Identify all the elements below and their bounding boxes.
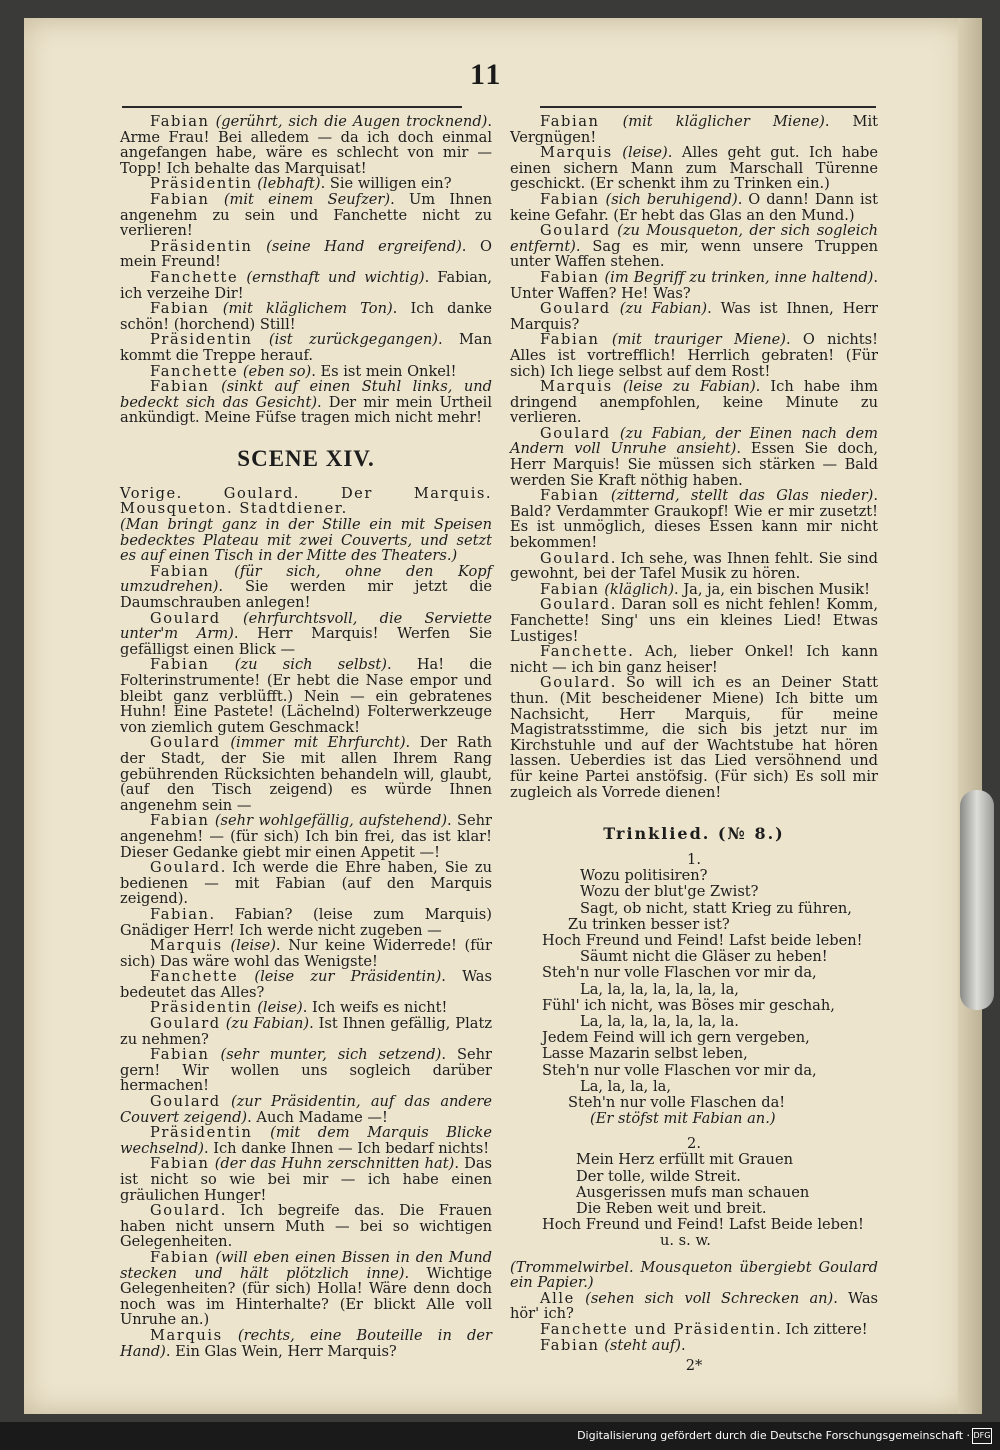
stage-direction-inline: (mit einem Seufzer)	[223, 190, 391, 208]
dialogue-text: . Bald? Verdammter Graukopf! Wie er mir zusetzt! Es ist unmöglich, dieses Essen kann mir nicht bekommen!	[510, 487, 879, 552]
verse-line: u. s. w.	[660, 1232, 711, 1250]
speaker-name: Goulard	[150, 609, 221, 627]
dialogue-text: . Was ist Ihnen, Herr Marquis?	[510, 300, 878, 333]
dialogue-paragraph	[120, 813, 492, 860]
speaker-name: Präsidentin	[150, 237, 253, 255]
verse-line: Fühl' ich nicht, was Böses mir geschah,	[542, 996, 835, 1014]
speaker-name: Präsidentin	[150, 999, 253, 1017]
dialogue-paragraph	[120, 1250, 492, 1328]
stage-direction-inline: (ernsthaft und wichtig)	[246, 268, 425, 286]
dialogue-paragraph	[120, 332, 492, 363]
stage-direction-inline: (mit trauriger Miene)	[611, 331, 786, 349]
dialogue-text: . O mein Freund!	[120, 237, 492, 271]
stage-direction-inline: (sehr munter, sich setzend)	[220, 1046, 442, 1064]
dialogue-text: . Essen Sie doch, Herr Marquis! Sie müssen sich stärken — Bald werden Sie Kraft nöthig haben.	[510, 440, 878, 489]
speaker-name: Präsidentin	[150, 175, 253, 193]
stage-direction-inline: (zitternd, stellt das Glas nieder)	[610, 487, 874, 505]
footer-credit: Digitalisierung gefördert durch die Deutsche Forschungsgemeinschaft ·	[577, 1429, 970, 1442]
speaker-name: Marquis	[540, 144, 613, 162]
speaker-name: Fabian	[150, 812, 210, 830]
dialogue-paragraph	[120, 239, 492, 270]
stage-direction-inline: (eben so)	[242, 362, 312, 380]
verse-line: Steh'n nur volle Flaschen da!	[568, 1093, 786, 1111]
verse-line: Hoch Freund und Feind! Lafst beide leben!	[542, 931, 863, 949]
dialogue-paragraph	[510, 301, 878, 332]
dialogue-paragraph	[120, 1000, 492, 1016]
dialogue-text: . Was hör' ich?	[510, 1289, 879, 1323]
verse-line: Sagt, ob nicht, statt Krieg zu führen,	[580, 899, 852, 917]
dialogue-text: . Ich werde die Ehre haben, Sie zu bedienen — mit Fabian (auf den Marquis zeigend).	[120, 859, 492, 908]
dialogue-text: . Sehr gern! Wir wollen uns sogleich darüber hermachen!	[120, 1046, 492, 1095]
dialogue-text: . Wichtige Gelegenheiten? (für sich) Holla! Wäre denn doch noch was im Hinterhalte? (Er blickt Alle voll Unruhe an.)	[120, 1264, 492, 1329]
stage-direction-inline: (ehrfurchtsvoll, die Serviette unter'm Arm)	[120, 609, 492, 643]
dialogue-paragraph	[510, 582, 878, 598]
speaker-name: Fabian	[540, 331, 600, 349]
dialogue-text: . Ich weifs es nicht!	[302, 999, 448, 1017]
dialogue-paragraph	[510, 192, 878, 223]
speaker-name: Fabian	[540, 113, 600, 130]
speaker-name: Goulard	[540, 549, 611, 567]
dialogue-text: . Nur keine Widerrede! (für sich) Das wäre wohl das Wenigste!	[120, 937, 492, 970]
verse-line: Die Reben weit und breit.	[576, 1199, 767, 1217]
dialogue-paragraph	[510, 332, 878, 379]
header-rule-right	[540, 106, 876, 108]
dialogue-text: . Es ist mein Onkel!	[311, 362, 457, 380]
dialogue-text: . Daran soll es nicht fehlen! Komm, Fanchette! Sing' uns ein kleines Lied! Etwas Lustiges!	[510, 596, 878, 645]
dialogue-text: . Ich begreife das. Die Frauen haben nicht unsern Muth — bei so wichtigen Gelegenheiten.	[120, 1202, 492, 1251]
verse-line: La, la, la, la, la, la, la.	[580, 1012, 739, 1030]
dialogue-text: . Ach, lieber Onkel! Ich kann nicht — ich bin ganz heiser!	[510, 643, 878, 676]
speaker-name: Fabian	[150, 905, 210, 923]
dialogue-text: . Sag es mir, wenn unsere Truppen unter Waffen stehen.	[510, 237, 878, 271]
speaker-name: Fabian	[150, 190, 210, 208]
dialogue-paragraph	[510, 644, 878, 675]
dialogue-text: . Ich zittere!	[776, 1320, 868, 1338]
stage-direction-inline: (leise zur Präsidentin)	[254, 968, 442, 986]
speaker-name: Fabian	[540, 487, 600, 505]
dialogue-text: . Auch Madame —!	[247, 1108, 388, 1126]
dialogue-paragraph	[120, 192, 492, 239]
dialogue-text: . Sie werden mir jetzt die Daumschrauben anlegen!	[120, 578, 492, 612]
speaker-name: Präsidentin	[150, 1124, 253, 1142]
dfg-logo-icon: DFG	[972, 1428, 992, 1444]
scene-title: SCENE XIV.	[237, 445, 375, 471]
stage-direction-inline: (leise)	[257, 999, 303, 1017]
dialogue-text: . Sehr angenehm! — (für sich) Ich bin frei, das ist klar! Dieser Gedanke giebt mir einen Appetit —!	[120, 812, 493, 861]
dialogue-text: . So will ich es an Deiner Statt thun. (Mit bescheidener Miene) Ich bitte um Nachsicht, Herr Marquis, für meine Magistratsstimme, die sich bis jetzt nur im Kirchstuhle und auf der Wachtstube hat hören lassen. Ueberdies ist das Lied versöhnend und für keine Partei anstöfsig. (Für sich) Es soll mir zugleich als Vorrede dienen!	[510, 674, 878, 801]
dialogue-text: . Alles geht gut. Ich habe einen sichern Mann zum Marschall Türenne geschickt. (Er schenkt ihm zu Trinken ein.)	[510, 144, 878, 193]
stage-direction-inline: (zu Fabian, der Einen nach dem Andern voll Unruhe ansieht)	[510, 424, 879, 458]
stage-direction-inline: (immer mit Ehrfurcht)	[230, 734, 406, 752]
dialogue-text: . Unter Waffen? He! Was?	[510, 268, 878, 302]
stage-direction-inline: (zu sich selbst)	[234, 656, 387, 674]
page-spine	[958, 18, 982, 1414]
speaker-name: Fanchette	[150, 268, 239, 286]
dialogue-text: . Ich danke Ihnen — Ich bedarf nichts!	[203, 1139, 490, 1157]
dialogue-text: . O dann! Dann ist keine Gefahr. (Er hebt das Glas an den Mund.)	[510, 190, 878, 224]
stage-direction-inline: (der das Huhn zerschnitten hat)	[214, 1155, 455, 1173]
dialogue-paragraph	[120, 1328, 492, 1359]
dialogue-paragraph	[510, 1338, 878, 1354]
dialogue-text: . Ein Glas Wein, Herr Marquis?	[165, 1342, 397, 1360]
stage-direction-inline: (zur Präsidentin, auf das andere Couvert zeigend)	[120, 1093, 493, 1126]
speaker-name: Fanchette und Präsidentin	[540, 1320, 777, 1338]
speaker-name: Goulard	[540, 674, 611, 692]
verse-line: Der tolle, wilde Streit.	[576, 1167, 741, 1185]
right-dialogue-block-2	[510, 1291, 878, 1353]
dialogue-text: . Ja, ja, ein bischen Musik!	[674, 580, 870, 598]
stage-direction-inline: (sehen sich voll Schrecken an)	[585, 1289, 834, 1307]
dialogue-text: . Ich danke schön! (horchend) Still!	[120, 300, 492, 333]
verse-line: La, la, la, la,	[580, 1077, 671, 1095]
dialogue-text: . O nichts! Alles ist vortrefflich! Herrlich gebraten! (Für sich) Ich liege selbst auf dem Rost!	[510, 331, 878, 380]
verse-line: Wozu der blut'ge Zwist?	[580, 883, 759, 901]
dialogue-text: . Das ist nicht so wie bei mir — ich habe einen gräulichen Hunger!	[120, 1155, 493, 1204]
stage-direction-inline: (mit dem Marquis Blicke wechselnd)	[120, 1124, 493, 1157]
dialogue-text: . Sie willigen ein?	[320, 175, 452, 193]
dialogue-text: . Ich habe ihm dringend anempfohlen, keine Minute zu verlieren.	[510, 378, 878, 427]
left-dialogue-block-2	[120, 564, 492, 1359]
speaker-name: Präsidentin	[150, 331, 253, 349]
speaker-name: Fabian	[150, 562, 210, 580]
dialogue-text: . Fabian, ich verzeihe Dir!	[120, 268, 492, 302]
dialogue-paragraph	[120, 657, 492, 735]
speaker-name: Fabian	[150, 1046, 210, 1064]
stage-direction-inline: (leise)	[622, 144, 668, 162]
speaker-name: Fanchette	[150, 968, 239, 986]
speaker-name: Fabian	[540, 190, 600, 208]
speaker-name: Fabian	[540, 1336, 600, 1354]
verse-line: Wozu politisiren?	[580, 867, 708, 885]
dialogue-paragraph	[120, 379, 492, 426]
dialogue-paragraph	[120, 1016, 492, 1047]
speaker-name: Fabian	[150, 113, 210, 130]
dialogue-paragraph	[120, 176, 492, 192]
stage-direction-inline: (zu Fabian)	[619, 300, 708, 318]
dialogue-paragraph	[510, 114, 878, 145]
verse-line: Ausgerissen mufs man schauen	[576, 1183, 810, 1201]
dialogue-paragraph	[120, 860, 492, 907]
speaker-name: Goulard	[540, 424, 611, 442]
dialogue-text: . Um Ihnen angenehm zu sein und Fanchette nicht zu verlieren!	[120, 190, 492, 240]
stage-direction-inline: (leise)	[230, 937, 276, 955]
dialogue-paragraph	[510, 675, 878, 800]
dialogue-text: . Herr Marquis! Werfen Sie gefälligst einen Blick —	[120, 625, 492, 658]
left-column	[120, 114, 492, 1359]
dialogue-paragraph	[120, 1047, 492, 1094]
stage-direction-inline: (sehr wohlgefällig, aufstehend)	[214, 812, 448, 830]
speaker-name: Fabian	[150, 656, 210, 674]
dialogue-text: . Der mir mein Urtheil ankündigt. Meine Füfse tragen mich nicht mehr!	[120, 393, 492, 427]
cast-list: Vorige. Goulard. Der Marquis. Mousqueton. Stadtdiener.	[120, 484, 492, 518]
stage-direction-inline: (für sich, ohne den Kopf umzudrehen)	[120, 562, 492, 596]
verse-line: Mein Herz erfüllt mit Grauen	[576, 1151, 793, 1169]
verse-line: Zu trinken besser ist?	[568, 915, 730, 933]
dialogue-paragraph	[120, 1094, 492, 1125]
dialogue-paragraph	[120, 364, 492, 380]
speaker-name: Fabian	[540, 580, 600, 598]
dialogue-paragraph	[120, 114, 492, 176]
dialogue-paragraph	[510, 551, 878, 582]
dialogue-paragraph	[120, 564, 492, 611]
binder-clip	[960, 790, 994, 1010]
speaker-name: Goulard	[540, 300, 611, 318]
song-title: Trinklied. (№ 8.)	[603, 824, 785, 844]
speaker-name: Goulard	[150, 1093, 221, 1111]
speaker-name: Goulard	[540, 222, 611, 240]
speaker-name: Marquis	[540, 378, 613, 396]
verse-number-2: 2.	[687, 1135, 701, 1153]
verse-1	[510, 868, 878, 1127]
page-number: 11	[470, 58, 503, 91]
stage-direction-inline: (will eben einen Bissen in den Mund stecken und hält plötzlich inne)	[120, 1248, 492, 1282]
dialogue-text: . Ha! die Folterinstrumente! (Er hebt die Nase empor und bleibt ganz verblüfft.) Nein — ein gebratenes Huhn! Eine Pastete! (Lächelnd) Folterwerkzeuge von ziemlich gutem Geschmack!	[120, 656, 492, 736]
dialogue-paragraph	[120, 270, 492, 301]
dialogue-paragraph	[120, 1203, 492, 1250]
speaker-name: Marquis	[150, 937, 223, 955]
dialogue-text: . Der Rath der Stadt, der Sie mit allen Ihrem Rang gebührenden Rücksichten behandeln will, glaubt, (auf den Tisch zeigend) es würde Ihnen angenehm sein —	[120, 734, 493, 814]
stage-direction-inline: (im Begriff zu trinken, inne haltend)	[604, 268, 874, 286]
dialogue-paragraph	[510, 488, 878, 550]
speaker-name: Fabian	[540, 268, 600, 286]
dialogue-paragraph	[510, 426, 878, 488]
stage-direction-2: (Trommelwirbel. Mousqueton übergiebt Goulard ein Papier.)	[510, 1258, 878, 1292]
stage-direction-inline: (gerührt, sich die Augen trocknend)	[215, 113, 488, 130]
verse-line: (Er stöfst mit Fabian an.)	[590, 1110, 776, 1128]
dialogue-paragraph	[120, 1156, 492, 1203]
stage-direction-inline: (sinkt auf einen Stuhl links, und bedeckt sich das Gesicht)	[120, 378, 492, 411]
speaker-name: Goulard	[150, 1015, 221, 1033]
dialogue-paragraph	[510, 270, 878, 301]
verse-line: La, la, la, la, la, la, la,	[580, 980, 739, 998]
dialogue-paragraph	[510, 145, 878, 192]
stage-direction-inline: (leise zu Fabian)	[622, 378, 756, 396]
signature-mark: 2*	[685, 1357, 703, 1375]
speaker-name: Fabian	[150, 1248, 210, 1266]
dialogue-paragraph	[510, 223, 878, 270]
dialogue-paragraph	[510, 597, 878, 644]
verse-number-1: 1.	[687, 851, 701, 869]
stage-direction-inline: (lebhaft)	[257, 175, 321, 193]
speaker-name: Fanchette	[540, 643, 629, 661]
stage-direction-inline: (mit kläglichem Ton)	[222, 300, 393, 318]
stage-direction-inline: (mit kläglicher Miene)	[622, 113, 825, 130]
dialogue-paragraph	[120, 969, 492, 1000]
speaker-name: Marquis	[150, 1326, 223, 1344]
stage-direction-inline: (ist zurückgegangen)	[268, 331, 438, 349]
verse-2	[510, 1152, 878, 1249]
stage-direction-inline: (sich beruhigend)	[605, 190, 738, 208]
speaker-name: Alle	[540, 1289, 575, 1307]
dialogue-paragraph	[120, 1125, 492, 1156]
dialogue-text: . Fabian? (leise zum Marquis) Gnädiger Herr! Ich werde nicht zugeben —	[120, 905, 492, 939]
dialogue-paragraph	[510, 1322, 878, 1338]
dialogue-text: . Ich sehe, was Ihnen fehlt. Sie sind gewohnt, bei der Tafel Musik zu hören.	[510, 549, 878, 583]
dialogue-text: . Man kommt die Treppe herauf.	[120, 331, 493, 364]
right-dialogue-block-1	[510, 114, 878, 800]
dialogue-paragraph	[120, 735, 492, 813]
stage-direction-inline: (kläglich)	[604, 580, 675, 598]
right-column	[510, 114, 878, 1374]
stage-direction-inline: (rechts, eine Bouteille in der Hand)	[120, 1326, 492, 1360]
header-rule-left	[122, 106, 462, 108]
stage-direction-inline: (seine Hand ergreifend)	[266, 237, 462, 255]
speaker-name: Fabian	[150, 378, 210, 396]
verse-line: Jedem Feind will ich gern vergeben,	[542, 1029, 810, 1047]
dialogue-paragraph	[510, 1291, 878, 1322]
speaker-name: Goulard	[540, 596, 611, 614]
stage-direction-inline: (steht auf)	[604, 1336, 681, 1354]
speaker-name: Fanchette	[150, 362, 239, 380]
verse-line: Steh'n nur volle Flaschen vor mir da,	[542, 1061, 817, 1079]
dialogue-paragraph	[120, 611, 492, 658]
stage-direction-inline: (zu Mousqueton, der sich sogleich entfernt)	[510, 222, 878, 255]
dialogue-paragraph	[510, 379, 878, 426]
dialogue-paragraph	[120, 938, 492, 969]
dialogue-paragraph	[120, 907, 492, 938]
verse-line: Lasse Mazarin selbst leben,	[542, 1045, 748, 1063]
dialogue-text: .	[680, 1336, 686, 1354]
speaker-name: Fabian	[150, 1155, 210, 1173]
stage-direction-inline: (zu Fabian)	[225, 1015, 310, 1033]
dialogue-text: . Mit Vergnügen!	[510, 113, 878, 146]
dialogue-text: . Was bedeutet das Alles?	[120, 968, 492, 1001]
verse-line: Hoch Freund und Feind! Lafst Beide leben!	[542, 1216, 864, 1234]
speaker-name: Fabian	[150, 300, 210, 318]
verse-line: Säumt nicht die Gläser zu heben!	[580, 948, 828, 966]
speaker-name: Goulard	[150, 734, 221, 752]
dialogue-text: . Ist Ihnen gefällig, Platz zu nehmen?	[120, 1015, 493, 1048]
speaker-name: Goulard	[150, 859, 221, 877]
verse-line: Steh'n nur volle Flaschen vor mir da,	[542, 964, 817, 982]
stage-direction: (Man bringt ganz in der Stille ein mit Speisen bedecktes Plateau mit zwei Couverts, und setzt es auf einen Tisch in der Mitte des Theaters.)	[120, 516, 492, 565]
dialogue-paragraph	[120, 301, 492, 332]
dialogue-text: . Arme Frau! Bei alledem — da ich doch einmal angefangen habe, wäre es schlecht von mir — Topp! Ich behalte das Marquisat!	[120, 113, 492, 177]
left-dialogue-block-1	[120, 114, 492, 426]
speaker-name: Goulard	[150, 1202, 221, 1220]
